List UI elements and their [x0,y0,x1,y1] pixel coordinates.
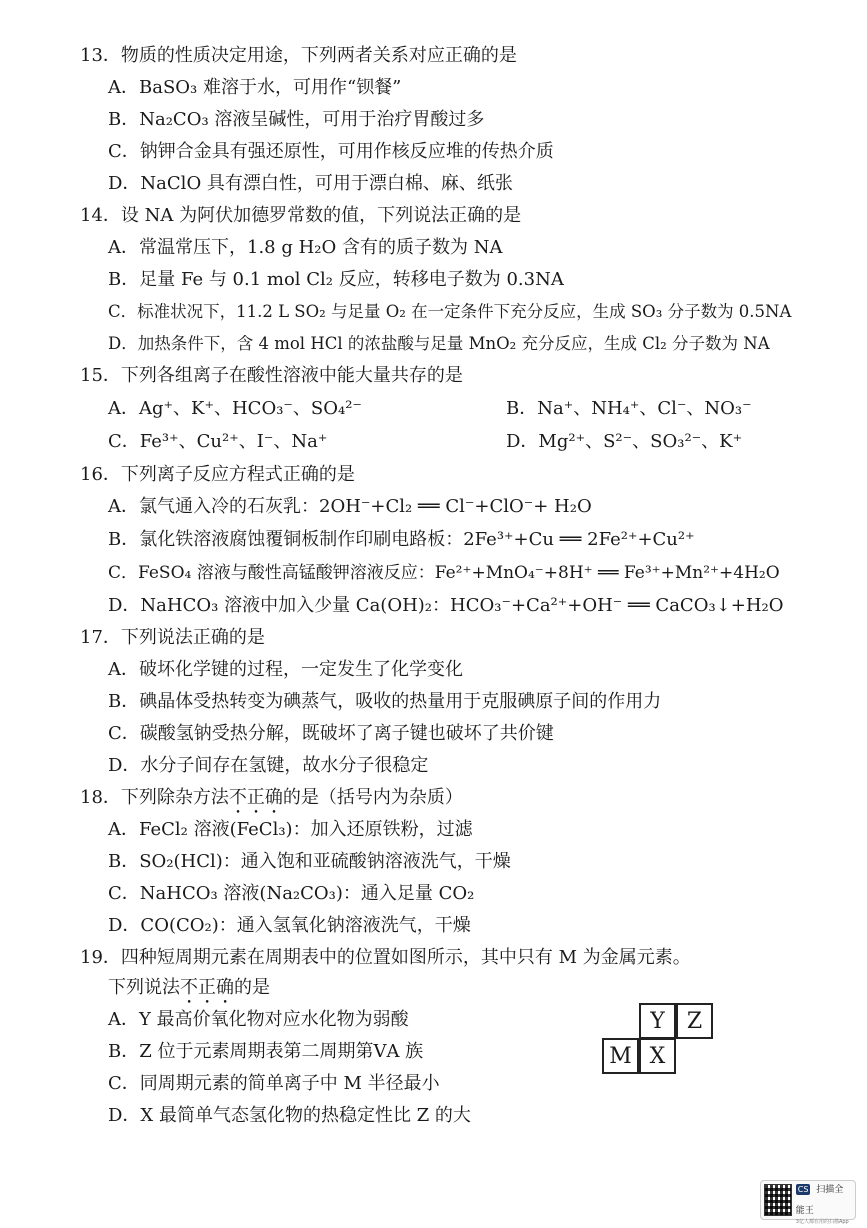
q13-option-b: B．Na₂CO₃ 溶液呈碱性，可用于治疗胃酸过多 [108,109,485,130]
element-cell-x: X [639,1038,676,1074]
q15-option-c: C．Fe³⁺、Cu²⁺、I⁻、Na⁺ [108,431,328,452]
q19-option-a: A．Y 最高价氧化物对应水化物为弱酸 [108,1009,409,1030]
q18-option-d: D．CO(CO₂)：通入氢氧化钠溶液洗气，干燥 [108,915,471,936]
q15-option-d: D．Mg²⁺、S²⁻、SO₃²⁻、K⁺ [506,431,743,452]
scanner-watermark [760,1180,856,1225]
q19-stem-after: 的是 [234,977,270,998]
question-14-stem: 14．设 NA 为阿伏加德罗常数的值，下列说法正确的是 [80,205,522,226]
q17-option-a: A．破坏化学键的过程，一定发生了化学变化 [108,659,463,680]
q13-option-a: A．BaSO₃ 难溶于水，可用作“钡餐” [108,77,402,98]
q14-option-d: D．加热条件下，含 4 mol HCl 的浓盐酸与足量 MnO₂ 充分反应，生成 Cl₂ 分子数为 NA [108,334,770,353]
q18-stem-after: 的是（括号内为杂质） [282,787,463,808]
question-15-stem: 15．下列各组离子在酸性溶液中能大量共存的是 [80,365,463,386]
q19-option-b: B．Z 位于元素周期表第二周期第ⅤA 族 [108,1041,424,1062]
q16-option-d: D．NaHCO₃ 溶液中加入少量 Ca(OH)₂：HCO₃⁻+Ca²⁺+OH⁻ ══ CaCO₃↓+H₂O [108,595,784,616]
question-19-stem-line2 [108,976,270,1008]
q13-option-c: C．钠钾合金具有强还原性，可用作核反应堆的传热介质 [108,141,554,162]
question-19-stem: 19．四种短周期元素在周期表中的位置如图所示，其中只有 M 为金属元素。 [80,947,691,968]
periodic-table-figure [600,1003,717,1079]
q19-stem-emphasis: 不正确 [180,977,234,998]
question-18-stem [80,786,463,818]
watermark-badge: CS [797,1184,809,1194]
q19-option-d: D．X 最简单气态氢化物的热稳定性比 Z 的大 [108,1105,471,1126]
q18-option-a: A．FeCl₂ 溶液(FeCl₃)：加入还原铁粉，过滤 [108,819,473,840]
q14-option-c: C．标准状况下，11.2 L SO₂ 与足量 O₂ 在一定条件下充分反应，生成 SO₃ 分子数为 0.5NA [108,302,792,321]
q18-stem-before: 18．下列除杂方法 [80,787,229,808]
question-16-stem: 16．下列离子反应方程式正确的是 [80,464,355,485]
q16-option-c: C．FeSO₄ 溶液与酸性高锰酸钾溶液反应：Fe²⁺+MnO₄⁻+8H⁺ ══ Fe³⁺+Mn²⁺+4H₂O [108,563,780,583]
q19-stem-before: 下列说法 [108,977,180,998]
q15-option-a: A．Ag⁺、K⁺、HCO₃⁻、SO₄²⁻ [108,398,362,419]
watermark-text [796,1176,852,1225]
q13-option-d: D．NaClO 具有漂白性，可用于漂白棉、麻、纸张 [108,173,513,194]
q18-option-c: C．NaHCO₃ 溶液(Na₂CO₃)：通入足量 CO₂ [108,883,475,904]
q17-option-d: D．水分子间存在氢键，故水分子很稳定 [108,755,429,776]
qr-code-icon [764,1184,792,1216]
q18-option-b: B．SO₂(HCl)：通入饱和亚硫酸钠溶液洗气，干燥 [108,851,511,872]
q17-option-c: C．碳酸氢钠受热分解，既破坏了离子键也破坏了共价键 [108,723,554,744]
watermark-subtitle: 3亿人都在用的扫描App [795,1218,849,1225]
q17-option-b: B．碘晶体受热转变为碘蒸气，吸收的热量用于克服碘原子间的作用力 [108,691,662,712]
q16-option-a: A．氯气通入冷的石灰乳：2OH⁻+Cl₂ ══ Cl⁻+ClO⁻+ H₂O [108,496,592,517]
q15-option-b: B．Na⁺、NH₄⁺、Cl⁻、NO₃⁻ [506,398,752,419]
q16-option-b: B．氯化铁溶液腐蚀覆铜板制作印刷电路板：2Fe³⁺+Cu ══ 2Fe²⁺+Cu²⁺ [108,529,695,550]
question-13-stem: 13．物质的性质决定用途，下列两者关系对应正确的是 [80,45,517,66]
element-cell-y: Y [639,1003,676,1039]
element-cell-z: Z [676,1003,713,1039]
q18-stem-emphasis: 不正确 [228,787,283,808]
q19-option-c: C．同周期元素的简单离子中 M 半径最小 [108,1073,440,1094]
watermark-title: 扫描全能王 [795,1184,844,1216]
element-cell-m: M [602,1038,639,1074]
question-17-stem: 17．下列说法正确的是 [80,627,265,648]
q14-option-b: B．足量 Fe 与 0.1 mol Cl₂ 反应，转移电子数为 0.3NA [108,269,564,290]
q14-option-a: A．常温常压下，1.8 g H₂O 含有的质子数为 NA [108,237,503,258]
